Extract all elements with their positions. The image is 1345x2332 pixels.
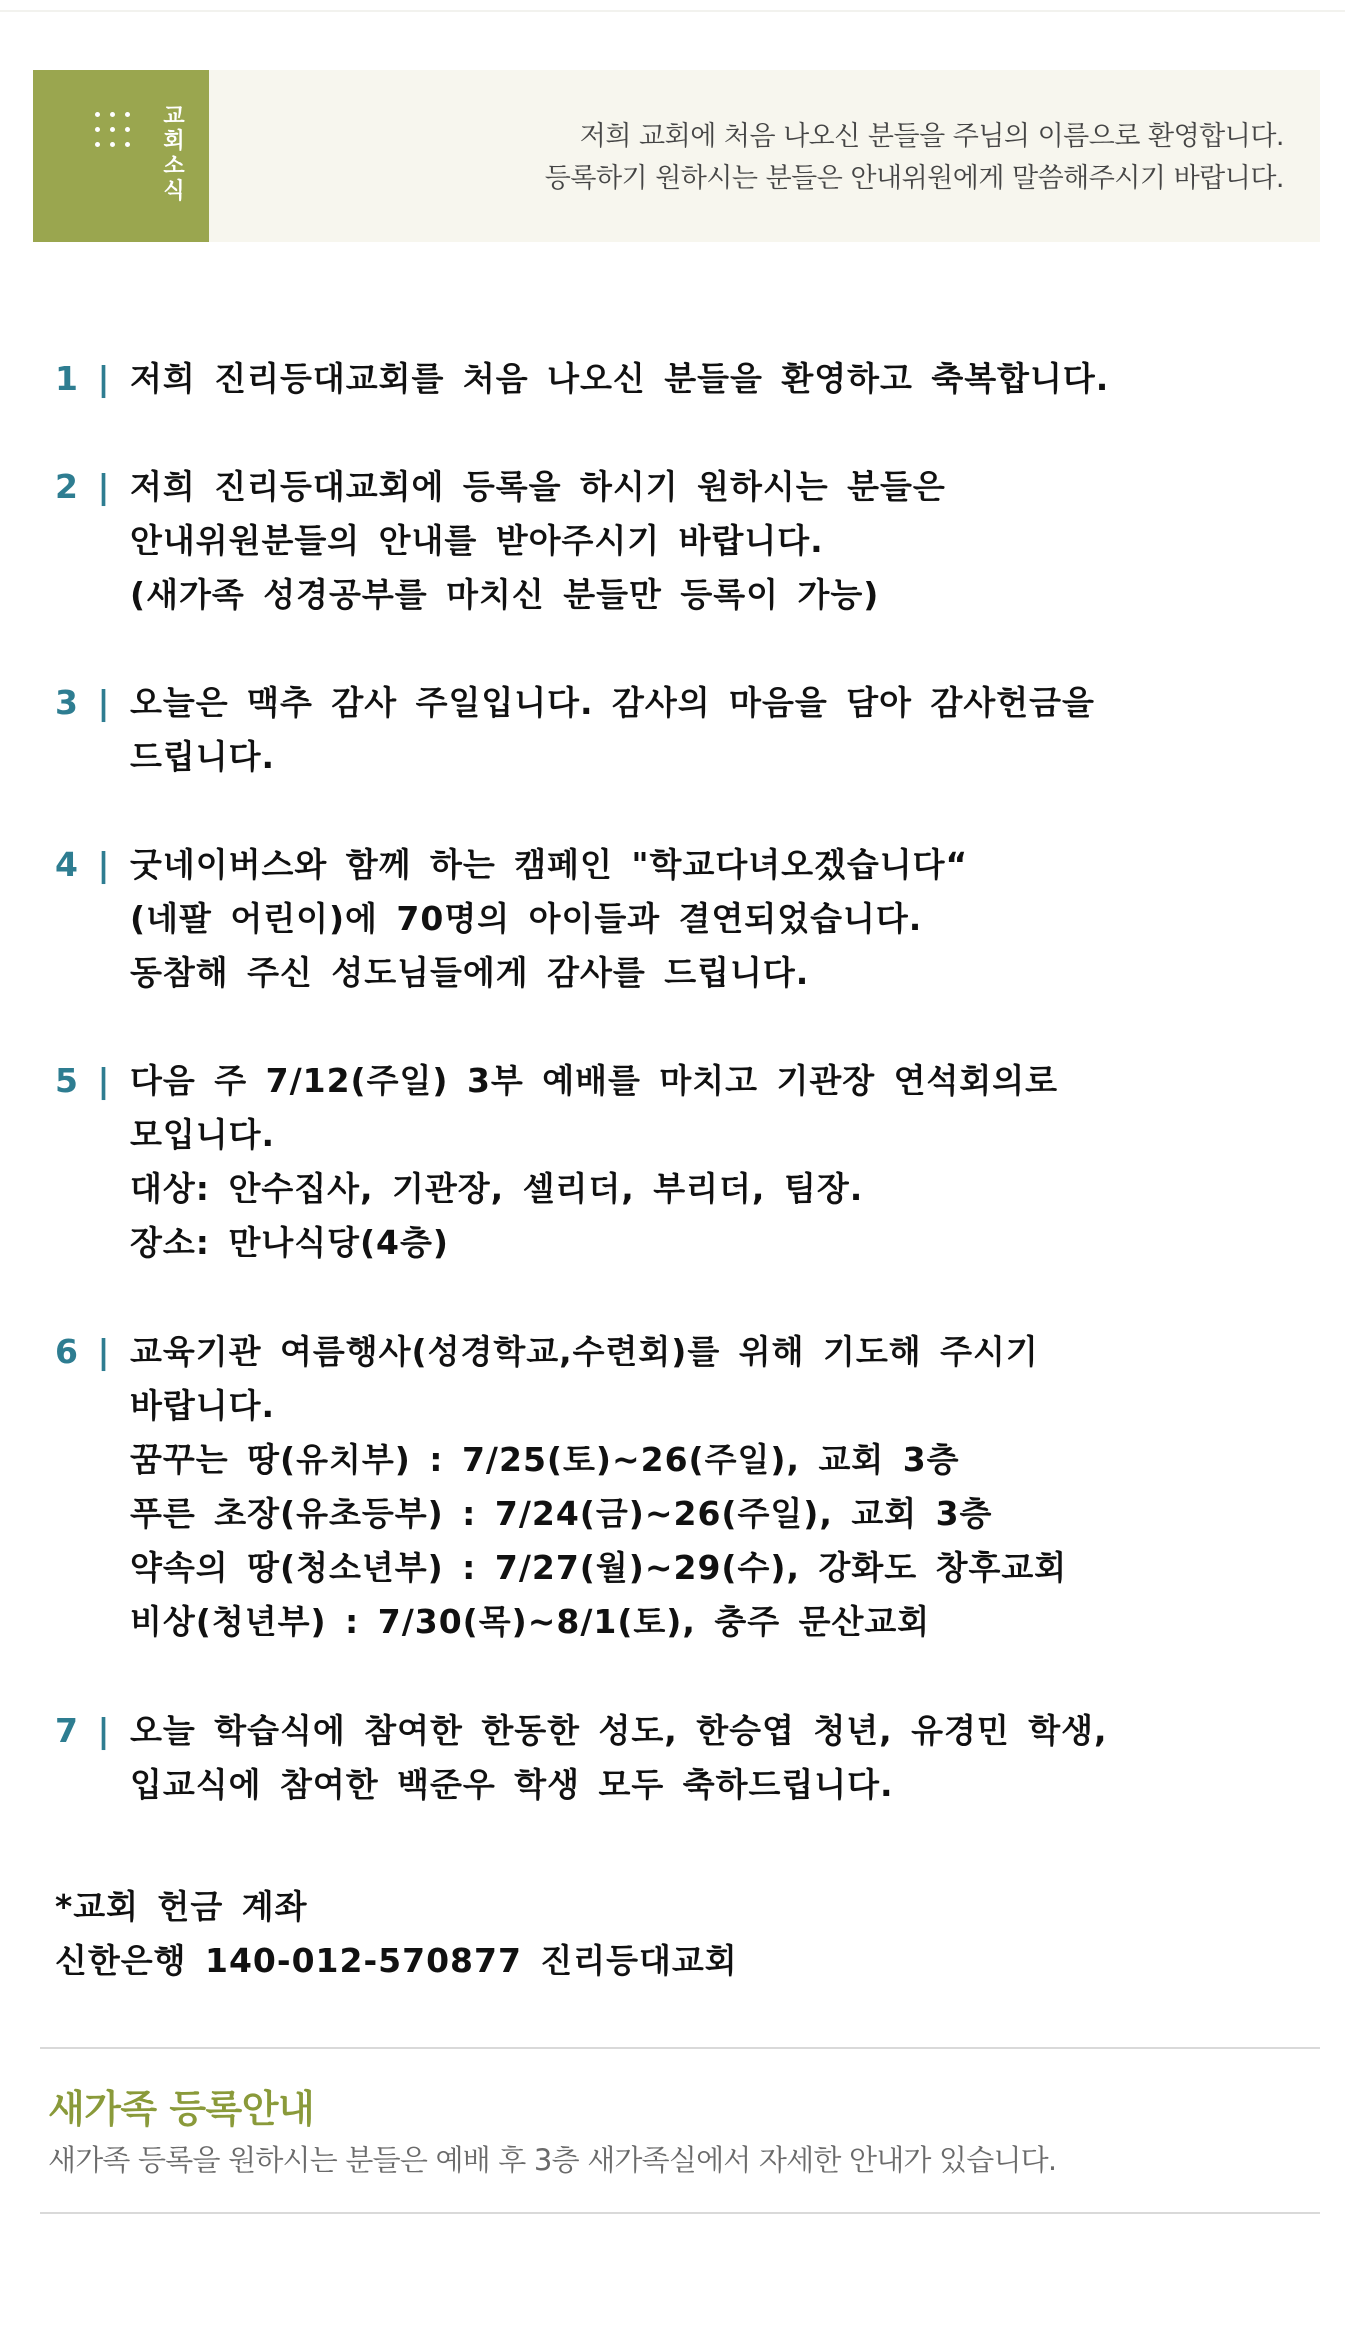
- notice-line: 푸른 초장(유초등부) : 7/24(금)~26(주일), 교회 3층: [130, 1494, 993, 1533]
- notice-line: 저희 진리등대교회에 등록을 하시기 원하시는 분들은: [130, 467, 946, 506]
- notice-line: (네팔 어린이)에 70명의 아이들과 결연되었습니다.: [130, 899, 923, 938]
- account-details: 신한은행 140-012-570877 진리등대교회: [55, 1941, 738, 1980]
- footer-divider-top: [40, 2047, 1320, 2049]
- notice-item-6: [55, 1325, 1067, 1649]
- notice-line: 교육기관 여름행사(성경학교,수련회)를 위해 기도해 주시기: [130, 1332, 1039, 1371]
- notice-item-7: [55, 1704, 1108, 1812]
- notice-item-1: [55, 352, 1109, 406]
- welcome-line: 저희 교회에 처음 나오신 분들을 주님의 이름으로 환영합니다.: [579, 121, 1284, 152]
- notice-item-3: [55, 676, 1095, 784]
- notice-number: 1 |: [55, 359, 111, 398]
- notice-line: 약속의 땅(청소년부) : 7/27(월)~29(수), 강화도 창후교회: [130, 1548, 1068, 1587]
- notice-number: 7 |: [55, 1711, 111, 1750]
- notice-line: 비상(청년부) : 7/30(목)~8/1(토), 충주 문산교회: [130, 1602, 931, 1641]
- notice-line: 동참해 주신 성도님들에게 감사를 드립니다.: [130, 953, 810, 992]
- notice-line: 모입니다.: [130, 1115, 276, 1154]
- banner-title: 교회소식: [163, 104, 185, 204]
- notice-line: 장소: 만나식당(4층): [130, 1223, 449, 1262]
- church-news-banner: [33, 70, 1320, 242]
- notice-line: 입교식에 참여한 백준우 학생 모두 축하드립니다.: [130, 1765, 894, 1804]
- notice-line: 저희 진리등대교회를 처음 나오신 분들을 환영하고 축복합니다.: [130, 359, 1110, 398]
- notice-line: 꿈꾸는 땅(유치부) : 7/25(토)~26(주일), 교회 3층: [130, 1440, 960, 1479]
- notice-item-2: [55, 460, 946, 622]
- welcome-line: 등록하기 원하시는 분들은 안내위원에게 말씀해주시기 바랍니다.: [544, 163, 1284, 194]
- notice-line: 바랍니다.: [130, 1386, 276, 1425]
- notice-item-4: [55, 838, 968, 1000]
- notice-line: 안내위원분들의 안내를 받아주시기 바랍니다.: [130, 521, 824, 560]
- new-family-text: 새가족 등록을 원하시는 분들은 예배 후 3층 새가족실에서 자세한 안내가 있습니다.: [48, 2143, 1057, 2177]
- notice-number: 3 |: [55, 683, 111, 722]
- notice-line: 다음 주 7/12(주일) 3부 예배를 마치고 기관장 연석회의로: [130, 1061, 1059, 1100]
- notice-line: (새가족 성경공부를 마치신 분들만 등록이 가능): [130, 575, 880, 614]
- notice-line: 대상: 안수집사, 기관장, 셀리더, 부리더, 팀장.: [130, 1169, 864, 1208]
- notice-item-5: [55, 1054, 1058, 1270]
- welcome-message: [384, 116, 1284, 200]
- notice-line: 굿네이버스와 함께 하는 캠페인 "학교다녀오겠습니다“: [130, 845, 969, 884]
- offering-account: [55, 1880, 738, 1988]
- notice-line: 오늘은 맥추 감사 주일입니다. 감사의 마음을 담아 감사헌금을: [130, 683, 1095, 722]
- account-heading: *교회 헌금 계좌: [55, 1887, 308, 1926]
- top-divider: [0, 10, 1345, 12]
- footer-divider-bottom: [40, 2212, 1320, 2214]
- church-news-badge: [33, 70, 209, 242]
- notice-number: 2 |: [55, 467, 111, 506]
- new-family-title: 새가족 등록안내: [48, 2087, 315, 2131]
- notice-number: 4 |: [55, 845, 111, 884]
- notice-number: 6 |: [55, 1332, 111, 1371]
- notice-number: 5 |: [55, 1061, 111, 1100]
- notice-line: 드립니다.: [130, 737, 276, 776]
- notice-line: 오늘 학습식에 참여한 한동한 성도, 한승엽 청년, 유경민 학생,: [130, 1711, 1108, 1750]
- dots-icon: [95, 112, 147, 164]
